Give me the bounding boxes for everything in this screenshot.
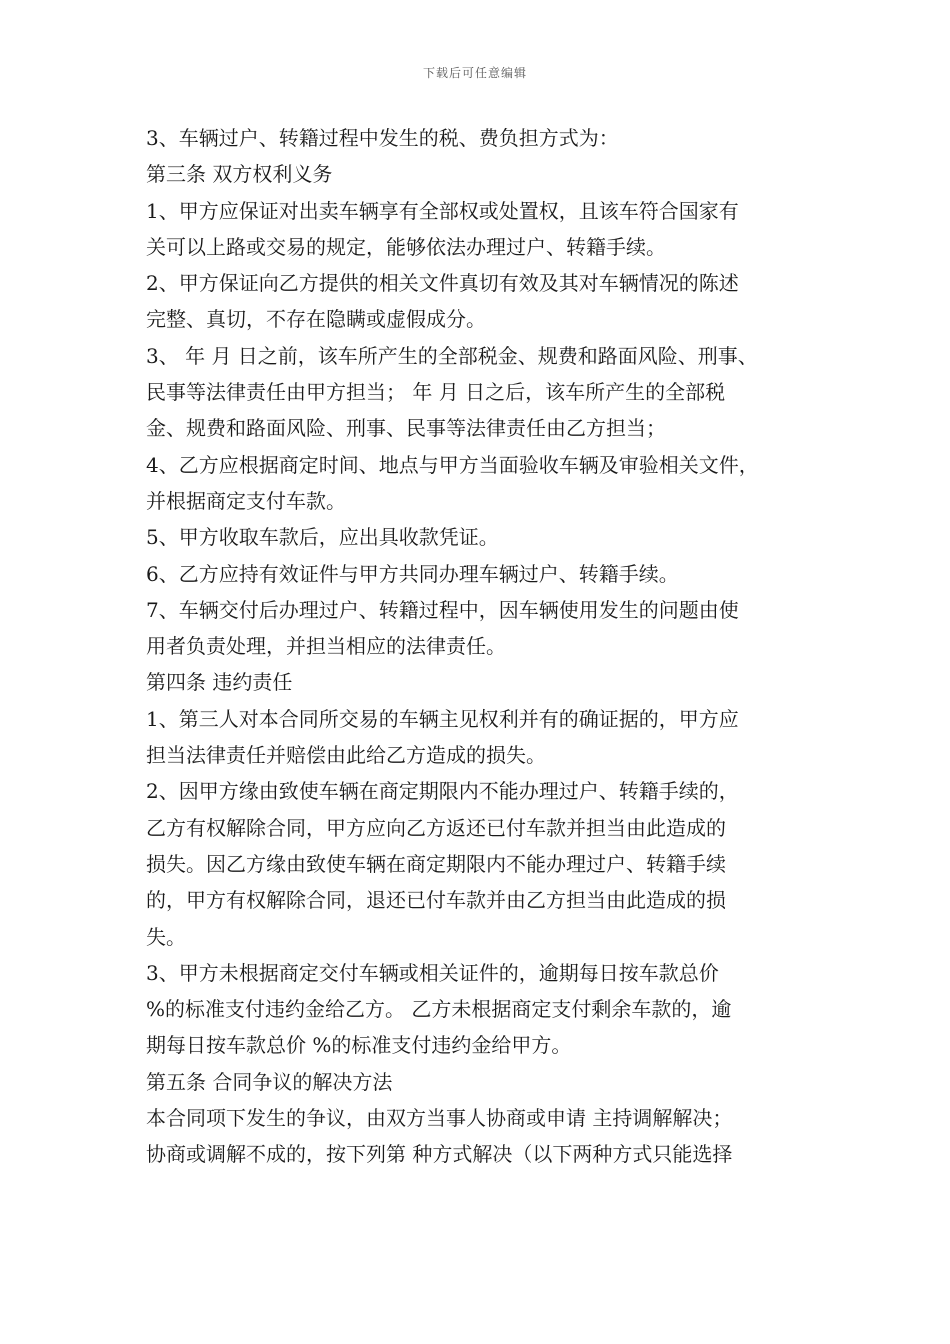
text-line: 用者负责处理，并担当相应的法律责任。 <box>146 634 506 659</box>
text-line: %的标准支付违约金给乙方。 乙方未根据商定支付剩余车款的，逾 <box>146 997 732 1022</box>
text-line: 1、甲方应保证对出卖车辆享有全部权或处置权，且该车符合国家有 <box>146 198 739 223</box>
text-line: 3、甲方未根据商定交付车辆或相关证件的，逾期每日按车款总价 <box>146 960 719 985</box>
text-line: 金、规费和路面风险、刑事、民事等法律责任由乙方担当； <box>146 416 666 441</box>
page-header-note: 下载后可任意编辑 <box>422 66 527 80</box>
text-line: 并根据商定支付车款。 <box>146 488 346 513</box>
text-line: 1、第三人对本合同所交易的车辆主见权利并有的确证据的，甲方应 <box>146 706 739 731</box>
text-line: 3、 年 月 日之前，该车所产生的全部税金、规费和路面风险、刑事、 <box>146 343 758 368</box>
text-line: 关可以上路或交易的规定，能够依法办理过户、转籍手续。 <box>146 234 666 259</box>
section-heading: 第三条 双方权利义务 <box>146 162 333 187</box>
text-line: 5、甲方收取车款后，应出具收款凭证。 <box>146 525 499 550</box>
text-line: 民事等法律责任由甲方担当； 年 月 日之后，该车所产生的全部税 <box>146 380 726 405</box>
text-line: 4、乙方应根据商定时间、地点与甲方当面验收车辆及审验相关文件， <box>146 452 759 477</box>
text-line: 期每日按车款总价 %的标准支付违约金给甲方。 <box>146 1033 572 1058</box>
text-line: 损失。因乙方缘由致使车辆在商定期限内不能办理过户、转籍手续 <box>146 851 726 876</box>
text-line: 2、因甲方缘由致使车辆在商定期限内不能办理过户、转籍手续的， <box>146 779 739 804</box>
text-line: 的，甲方有权解除合同，退还已付车款并由乙方担当由此造成的损 <box>146 888 726 913</box>
text-line: 本合同项下发生的争议，由双方当事人协商或申请 主持调解解决； <box>146 1106 733 1131</box>
section-heading: 第四条 违约责任 <box>146 670 293 695</box>
section-heading: 第五条 合同争议的解决方法 <box>146 1069 393 1094</box>
text-line: 担当法律责任并赔偿由此给乙方造成的损失。 <box>146 743 546 768</box>
text-line: 6、乙方应持有效证件与甲方共同办理车辆过户、转籍手续。 <box>146 561 679 586</box>
text-line: 协商或调解不成的，按下列第 种方式解决（以下两种方式只能选择 <box>146 1142 733 1167</box>
text-line: 7、车辆交付后办理过户、转籍过程中，因车辆使用发生的问题由使 <box>146 597 739 622</box>
text-line: 完整、真切，不存在隐瞒或虚假成分。 <box>146 307 486 332</box>
text-line: 3、车辆过户、转籍过程中发生的税、费负担方式为： <box>146 126 619 150</box>
document-body <box>146 120 826 1173</box>
text-line: 失。 <box>146 924 186 949</box>
text-line: 2、甲方保证向乙方提供的相关文件真切有效及其对车辆情况的陈述 <box>146 271 739 296</box>
text-line: 乙方有权解除合同，甲方应向乙方返还已付车款并担当由此造成的 <box>146 815 726 840</box>
